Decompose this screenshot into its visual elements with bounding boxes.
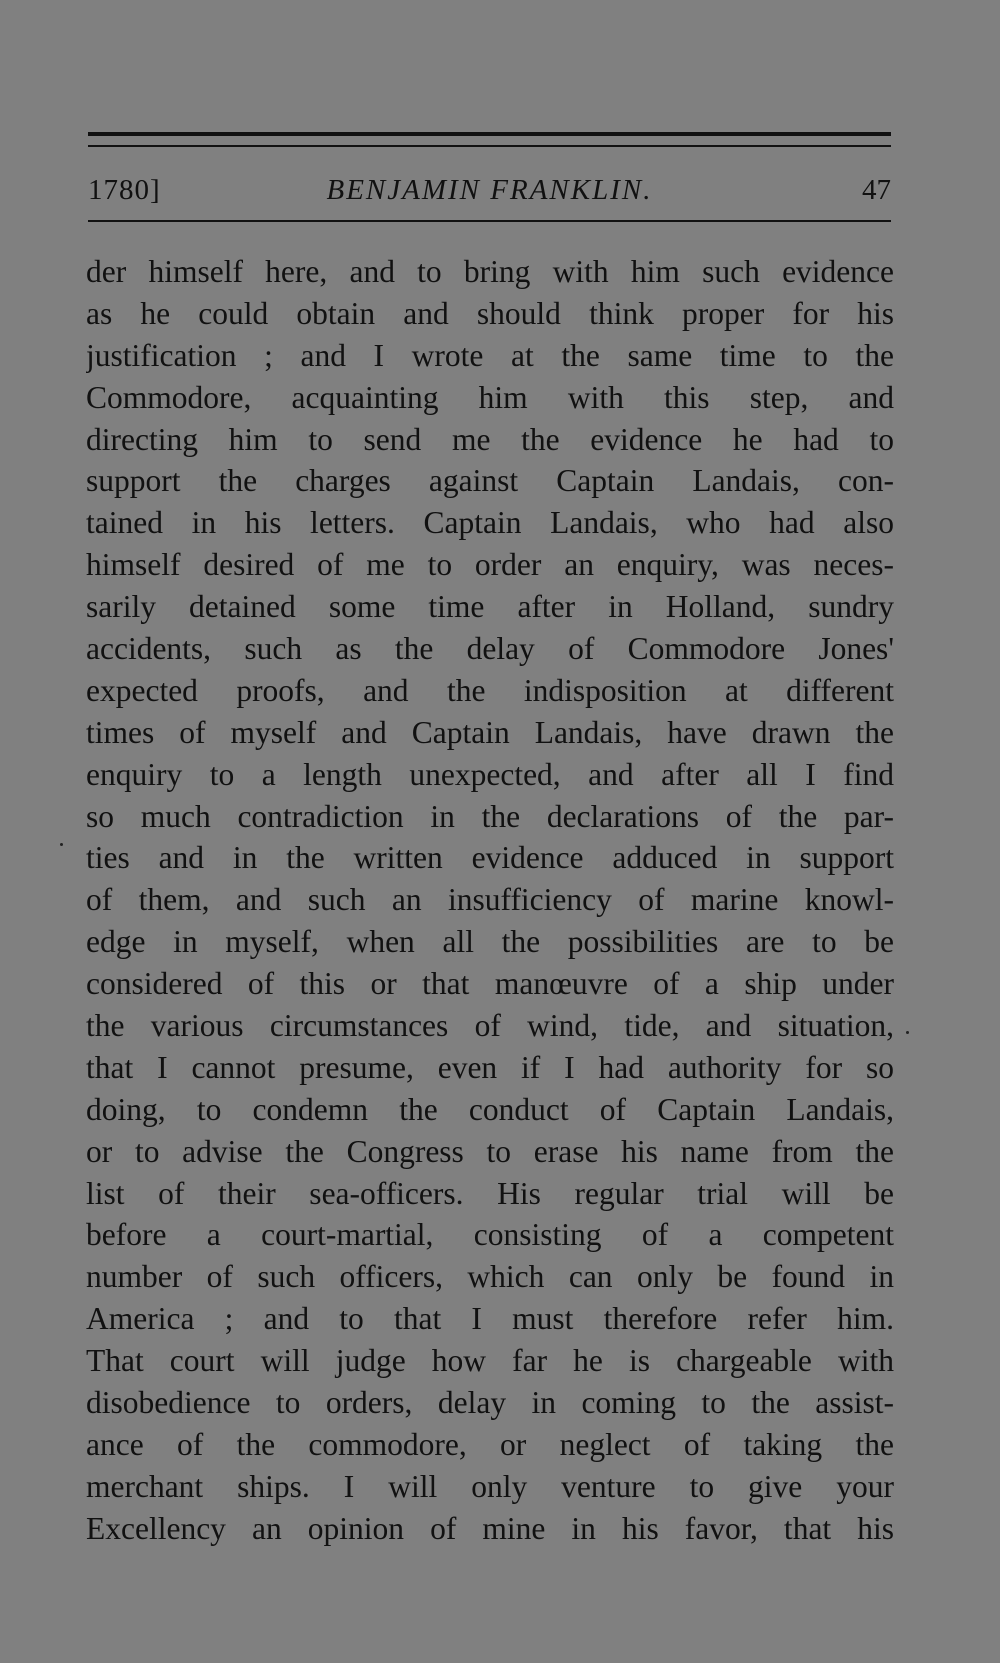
text-line: expected proofs, and the indisposition at different — [86, 672, 894, 708]
body-text — [86, 251, 894, 1550]
text-line: merchant ships. I will only venture to give your — [86, 1468, 894, 1504]
text-line: support the charges against Captain Landais, con- — [86, 463, 894, 499]
text-line: as he could obtain and should think proper for his — [86, 295, 894, 331]
text-line: directing him to send me the evidence he had to — [86, 421, 894, 457]
text-line: or to advise the Congress to erase his name from the — [86, 1133, 894, 1169]
running-header — [88, 170, 891, 210]
text-line: Excellency an opinion of mine in his favor, that his — [86, 1510, 894, 1546]
text-line: list of their sea-officers. His regular trial will be — [86, 1175, 894, 1211]
text-line: so much contradiction in the declarations of the par- — [86, 798, 894, 834]
text-line: of them, and such an insufficiency of marine knowl- — [86, 882, 894, 918]
text-line: number of such officers, which can only be found in — [86, 1259, 894, 1295]
header-underline-rule — [88, 220, 891, 222]
text-line: tained in his letters. Captain Landais, who had also — [86, 505, 894, 541]
top-double-rule-thick — [88, 132, 891, 136]
print-speck — [60, 843, 63, 846]
text-line: der himself here, and to bring with him such evidence — [86, 254, 894, 289]
text-line: ties and in the written evidence adduced in support — [86, 840, 894, 876]
text-line: that I cannot presume, even if I had authority for so — [86, 1049, 894, 1085]
text-line: considered of this or that manœuvre of a ship under — [86, 966, 894, 1002]
text-line: justification ; and I wrote at the same time to the — [86, 337, 894, 373]
text-line: the various circumstances of wind, tide, and situation, — [86, 1008, 894, 1044]
text-line: sarily detained some time after in Holland, sundry — [86, 589, 894, 625]
text-line: times of myself and Captain Landais, have drawn the — [86, 714, 894, 750]
text-line: enquiry to a length unexpected, and after all I find — [86, 756, 894, 792]
text-line: Commodore, acquainting him with this step, and — [86, 379, 894, 415]
print-speck — [906, 1031, 909, 1034]
top-double-rule-thin — [88, 145, 891, 147]
text-line: before a court-martial, consisting of a competent — [86, 1217, 894, 1253]
text-line: ance of the commodore, or neglect of taking the — [86, 1426, 894, 1462]
header-title: BENJAMIN FRANKLIN. — [326, 174, 653, 206]
text-line: himself desired of me to order an enquiry, was neces- — [86, 547, 894, 583]
header-year: 1780] — [88, 174, 161, 206]
text-line: That court will judge how far he is chargeable with — [86, 1343, 894, 1379]
page-number: 47 — [862, 174, 891, 206]
text-line: disobedience to orders, delay in coming to the assist- — [86, 1385, 894, 1421]
text-line: doing, to condemn the conduct of Captain Landais, — [86, 1091, 894, 1127]
text-line: accidents, such as the delay of Commodore Jones' — [86, 631, 894, 667]
text-line: America ; and to that I must therefore refer him. — [86, 1301, 894, 1337]
text-line: edge in myself, when all the possibilities are to be — [86, 924, 894, 960]
